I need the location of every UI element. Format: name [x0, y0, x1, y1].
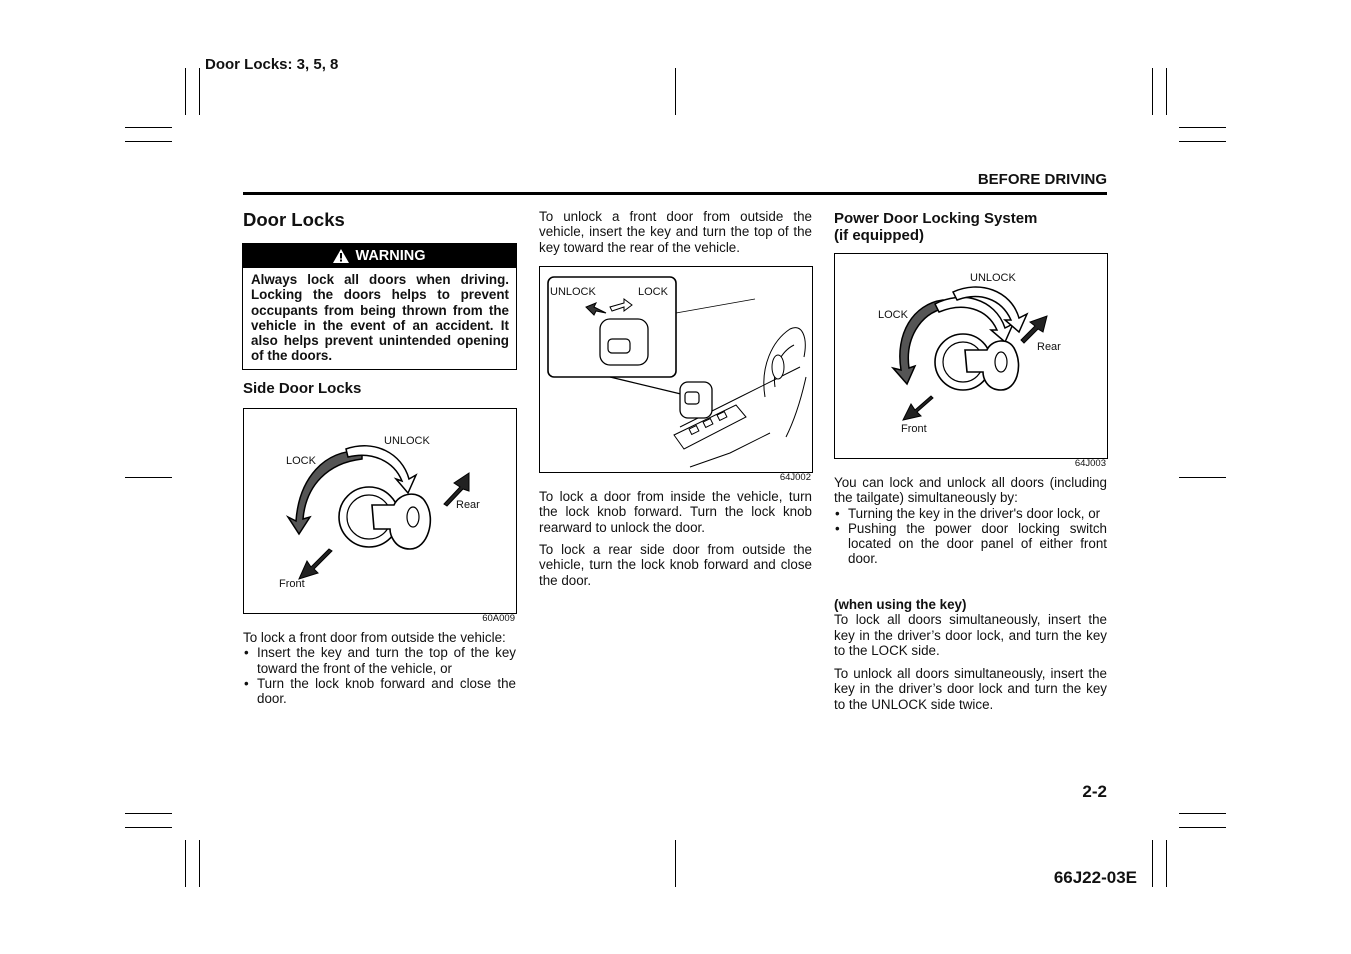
col2-para1: To unlock a front door from outside the vehicle, insert the key and turn the top of the key toward the rear of the vehicle.: [539, 209, 812, 255]
figure-power-door-lock: [834, 253, 1108, 459]
list-item: • Turning the key in the driver's door lock, or: [834, 506, 1107, 521]
figure-side-door-lock: [243, 408, 517, 614]
subheading-line2: (if equipped): [834, 227, 924, 244]
warning-box: [242, 243, 517, 370]
key-subheading: (when using the key): [834, 597, 967, 612]
label-unlock: UNLOCK: [970, 272, 1016, 284]
warning-banner: [243, 244, 516, 268]
label-lock: LOCK: [286, 455, 316, 467]
header-rule: [243, 192, 1107, 195]
subheading-power-door-locking: [834, 210, 1037, 244]
page-number: 2-2: [1082, 782, 1107, 801]
label-unlock: UNLOCK: [384, 435, 430, 447]
subheading-side-door-locks: Side Door Locks: [243, 380, 362, 397]
label-unlock: UNLOCK: [550, 286, 596, 298]
label-front: Front: [279, 578, 305, 590]
col3-key-section: [834, 597, 1107, 658]
section-header: BEFORE DRIVING: [977, 171, 1107, 188]
col2-para3: To lock a rear side door from outside the vehicle, turn the lock knob forward and close the door.: [539, 542, 812, 588]
list-item: • Pushing the power door locking switch located on the door panel of either front door.: [834, 521, 1107, 567]
col2-para2: To lock a door from inside the vehicle, turn the lock knob forward. Turn the lock knob rearward to unlock the door.: [539, 489, 812, 535]
figure-door-panel: [539, 266, 813, 473]
figure-code: 60A009: [482, 613, 515, 624]
warning-triangle-icon: [333, 249, 349, 263]
page-title: Door Locks: [243, 209, 345, 230]
col1-body: [243, 630, 516, 706]
label-rear: Rear: [456, 499, 480, 511]
doc-code: 66J22-03E: [1053, 868, 1137, 887]
warning-title: WARNING: [355, 248, 426, 264]
label-lock: LOCK: [638, 286, 668, 298]
figure-code: 64J002: [779, 472, 811, 483]
figure-code: 64J003: [1074, 458, 1106, 469]
key-para2: To unlock all doors simultaneously, insert the key in the driver’s door lock and turn the key to the UNLOCK side twice.: [834, 666, 1107, 712]
subheading-line1: Power Door Locking System: [834, 210, 1038, 227]
label-lock: LOCK: [878, 309, 908, 321]
col1-intro: To lock a front door from outside the vehicle:: [243, 630, 506, 645]
key-lock-illustration: [835, 254, 1107, 458]
key-para1: To lock all doors simultaneously, insert the key in the driver’s door lock, and turn the key to the LOCK side.: [834, 612, 1107, 658]
col3-body: [834, 475, 1107, 567]
warning-text: Always lock all doors when driving. Locking the doors helps to prevent occupants from being thrown from the vehicle in the event of an accident. It also helps prevent unintended opening of the doors.: [251, 272, 509, 364]
page-note: Door Locks: 3, 5, 8: [205, 56, 339, 73]
list-item: • Insert the key and turn the top of the key toward the front of the vehicle, or: [243, 645, 516, 676]
list-item: • Turn the lock knob forward and close the door.: [243, 676, 516, 707]
label-rear: Rear: [1037, 341, 1061, 353]
col3-intro: You can lock and unlock all doors (including the tailgate) simultaneously by:: [834, 475, 1107, 506]
label-front: Front: [901, 423, 927, 435]
